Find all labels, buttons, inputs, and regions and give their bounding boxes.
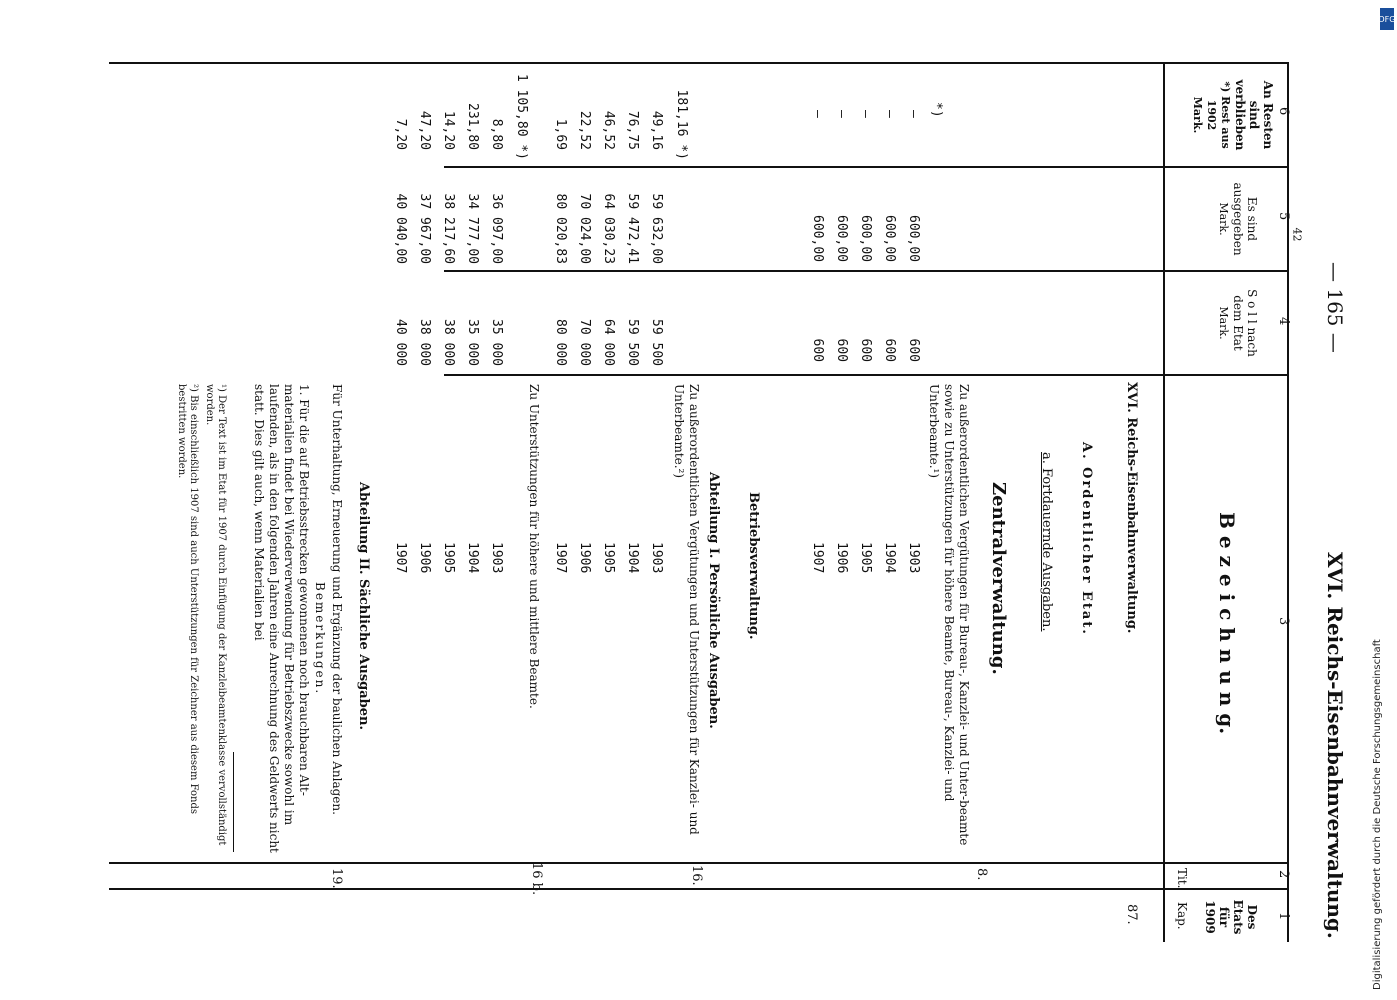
year: 1907 <box>810 542 825 574</box>
tit16b-text: Zu Unterstützungen für höhere und mittlere Beamte. <box>527 384 541 709</box>
year: 1904 <box>625 542 640 574</box>
rotated-table-page <box>109 62 1347 942</box>
col-number: 2 <box>1276 870 1291 879</box>
col4-heading: S o l l nach dem Etat Mark. <box>1217 289 1259 357</box>
col-number: 4 <box>1276 317 1291 326</box>
col5-heading: Es sind ausgegeben Mark. <box>1217 182 1259 256</box>
title-main: XVI. Reichs-Eisenbahnverwaltung. <box>1124 382 1139 634</box>
abteilung-1: Abteilung I. Persönliche Ausgaben. <box>706 472 721 729</box>
dfg-logo: DFG <box>1380 8 1394 30</box>
abteilung-2: Abteilung II. Sächliche Ausgaben. <box>356 482 371 730</box>
soll-value: 600 <box>858 338 873 362</box>
col6-heading: An Resten sind verblieben *) Rest aus 1902 Mark. <box>1191 79 1275 151</box>
rest-value: 22,52 <box>577 110 592 150</box>
kap-heading: Kap. <box>1175 902 1189 930</box>
col-number: 3 <box>1276 617 1291 626</box>
col-number: 1 <box>1276 912 1291 921</box>
rest-prior: 1 105,80 *) <box>514 73 529 160</box>
ausgegeben-value: 59 472,41 <box>625 193 640 264</box>
section-betrieb: Betriebsverwaltung. <box>746 492 761 640</box>
rest-value: 76,75 <box>625 110 640 150</box>
soll-value: 80 000 <box>553 319 568 366</box>
year: 1904 <box>465 542 480 574</box>
rest-note-mark: *) <box>929 102 944 118</box>
rest-prior: 181,16 *) <box>674 89 689 160</box>
ausgegeben-value: 59 632,00 <box>649 193 664 264</box>
table-top-rule <box>1288 62 1290 942</box>
soll-value: 35 000 <box>465 319 480 366</box>
rest-value: 231,80 <box>465 103 480 150</box>
ausgegeben-value: 40 040,00 <box>393 193 408 264</box>
rest-value: 14,20 <box>441 110 456 150</box>
rest-value: — <box>834 110 849 118</box>
rest-value: — <box>882 110 897 118</box>
ausgegeben-value: 34 777,00 <box>465 193 480 264</box>
ausgegeben-value: 80 020,83 <box>553 193 568 264</box>
rest-value: — <box>906 110 921 118</box>
year: 1903 <box>489 542 504 574</box>
col3-heading: B e z e i c h n u n g. <box>1215 512 1239 735</box>
tit-number: 19. <box>329 868 344 889</box>
bemerkungen-heading: Bemerkungen. <box>313 582 327 696</box>
year: 1905 <box>858 542 873 574</box>
col1-2-heading: Des Etats für 1909 <box>1203 899 1259 935</box>
ausgegeben-value: 600,00 <box>858 215 873 262</box>
soll-value: 600 <box>906 338 921 362</box>
soll-value: 64 000 <box>601 319 616 366</box>
year: 1906 <box>834 542 849 574</box>
ausgegeben-value: 600,00 <box>834 215 849 262</box>
soll-value: 38 000 <box>441 319 456 366</box>
year: 1903 <box>906 542 921 574</box>
tit16-text: Zu außerordentlichen Vergütungen und Unterstützungen für Kanzlei- und Unterbeamte.²) <box>672 384 701 835</box>
year: 1903 <box>649 542 664 574</box>
soll-value: 59 500 <box>649 319 664 366</box>
ausgegeben-value: 64 030,23 <box>601 193 616 264</box>
year: 1904 <box>882 542 897 574</box>
rest-value: 8,80 <box>489 118 504 150</box>
tit-number: 16 b. <box>529 862 544 896</box>
rest-value: 46,52 <box>601 110 616 150</box>
ausgegeben-value: 70 024,00 <box>577 193 592 264</box>
col-rule-3 <box>444 374 1289 376</box>
col-rule-2 <box>109 862 1289 864</box>
rest-value: 7,20 <box>393 118 408 150</box>
ausgegeben-value: 600,00 <box>810 215 825 262</box>
year: 1906 <box>577 542 592 574</box>
footnote-rule <box>233 752 234 852</box>
soll-value: 600 <box>834 338 849 362</box>
year: 1907 <box>393 542 408 574</box>
year: 1905 <box>601 542 616 574</box>
year: 1905 <box>441 542 456 574</box>
page-reference: 42 <box>1290 227 1304 242</box>
footnote-2: ²) Bis einschließlich 1907 sind auch Unterstützungen für Zeichner aus diesem Fonds bestritten worden. <box>176 384 199 815</box>
footnote-1: ¹) Der Text ist im Etat für 1907 durch Einfügung der Kanzleibeamtenklasse vervollständigt worden. <box>204 384 227 846</box>
soll-value: 38 000 <box>417 319 432 366</box>
ausgegeben-value: 37 967,00 <box>417 193 432 264</box>
soll-value: 35 000 <box>489 319 504 366</box>
tit8-text: Zu außerordentlichen Vergütungen für Bureau-, Kanzlei- und Unter-beamte sowie zu Unterstützungen für höhere Beamte, Bureau-, Kanzlei- und Unterbeamte.¹) <box>927 384 971 846</box>
soll-value: 600 <box>810 338 825 362</box>
remark-1: 1. Für die auf Betriebsstrecken gewonnenen noch brauchbaren Alt-materialien findet bei Wiederverwendung für Betriebszwecke sowohl im laufenden, als in den folgenden Jahren eine Anrechnung des Geldwerts nicht statt. Dies gilt auch, wenn Materialien bei <box>252 384 311 853</box>
header-bottom-rule <box>1164 62 1166 942</box>
tit-number: 8. <box>974 868 989 881</box>
page-number: — 165 — <box>1323 262 1347 353</box>
tit19-text: Für Unterhaltung, Erneuerung und Ergänzung der baulichen Anlagen. <box>330 384 344 815</box>
soll-value: 59 500 <box>625 319 640 366</box>
soll-value: 600 <box>882 338 897 362</box>
rest-value: 49,16 <box>649 110 664 150</box>
rest-value: 1,69 <box>553 118 568 150</box>
tit-number: 16. <box>689 865 704 886</box>
rest-value: — <box>810 110 825 118</box>
col-number: 5 <box>1276 212 1291 221</box>
tit-heading: Tit. <box>1175 868 1189 889</box>
ausgegeben-value: 38 217,60 <box>441 193 456 264</box>
soll-value: 70 000 <box>577 319 592 366</box>
year: 1906 <box>417 542 432 574</box>
kap-number: 87. <box>1124 904 1139 925</box>
ausgegeben-value: 36 097,00 <box>489 193 504 264</box>
title-fortdauernd: a. Fortdauernde Ausgaben. <box>1039 452 1054 632</box>
year: 1907 <box>553 542 568 574</box>
col-rule-0 <box>109 62 1289 64</box>
running-title: XVI. Reichs-Eisenbahnverwaltung. <box>1323 552 1347 939</box>
ausgegeben-value: 600,00 <box>906 215 921 262</box>
rest-value: 47,20 <box>417 110 432 150</box>
rest-value: — <box>858 110 873 118</box>
col-rule-5 <box>444 270 1289 272</box>
soll-value: 40 000 <box>393 319 408 366</box>
ausgegeben-value: 600,00 <box>882 215 897 262</box>
title-ordentlicher: A. Ordentlicher Etat. <box>1079 442 1094 636</box>
col-rule-4 <box>444 166 1289 168</box>
col-number: 6 <box>1276 107 1291 116</box>
digitization-credit: Digitalisierung gefördert durch die Deutsche Forschungsgemeinschaft <box>1372 639 1383 990</box>
col-rule-1 <box>109 888 1289 890</box>
title-zentral: Zentralverwaltung. <box>988 482 1009 675</box>
